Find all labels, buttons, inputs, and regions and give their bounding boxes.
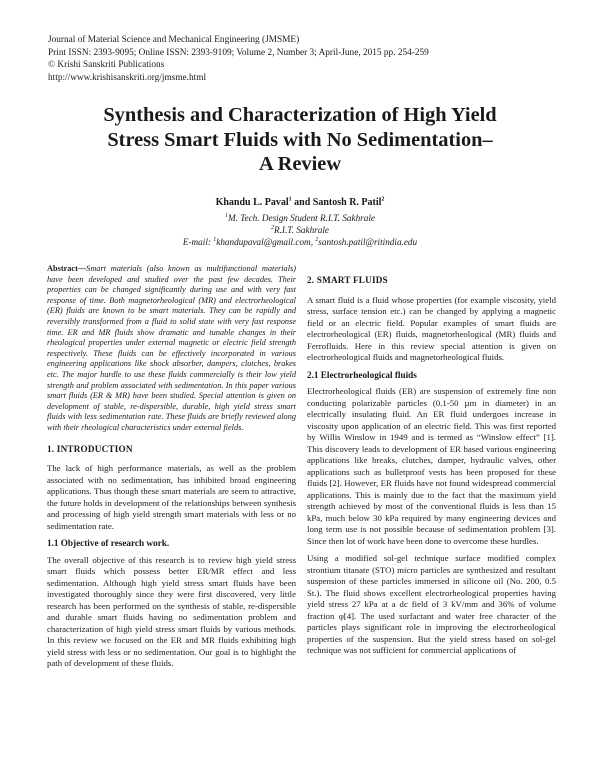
author-1-sup: 1 <box>288 196 292 203</box>
email-2[interactable]: santosh.patil@ritindia.edu <box>318 237 418 247</box>
affiliation-2-text: R.I.T. Sakhrale <box>274 225 329 235</box>
author-2-sup: 2 <box>381 196 385 203</box>
affiliation-1-sup: 1 <box>225 212 228 219</box>
title-line-3: A Review <box>258 153 342 175</box>
abstract <box>47 264 296 434</box>
email-2-sup: 2 <box>315 236 319 243</box>
affiliation-1-text: M. Tech. Design Student R.I.T. Sakhrale <box>228 213 375 223</box>
affiliation-2-sup: 2 <box>271 224 275 231</box>
introduction-paragraph: The lack of high performance materials, as well as the problem associated with no sedimentation, has inhibited broad engineering applications. Thus though these smart materials are seem to attractive, the future holds in development of the relationships between synthesis and processing of high yield strength smart materials with less or no sedimentation rate. <box>47 463 296 531</box>
email-1-sup: 1 <box>213 236 217 243</box>
abstract-text: Smart materials (also known as multifunctional materials) have been developed and studied over the past few decades. Their properties can be changed significantly during use and with very fast response of time. Both magnetorheological (MR) and electrorheological (ER) fluids are known to be smart materials. They can be rapidly and reversibly transformed from a fluid to solid state with very fast response time. ER and MR fluids show dramatic and tunable changes in their rheological properties under external magnetic or electric field strength respectively. These fluids can be effectively incorporated in various engineering applications like shock absorber, dampers, clutches, brakes etc. The major hurdle to use these fluids commercially is their low yield strength and problem associated with sedimentation. In this paper various smart fluids (ER & MR) have been studied. Special attention is given on development of stable, re-dispersible, durable, high yield stress smart fluids with less sedimentation rate. These fluids are briefly reviewed along with their rheological characteristics under external fields. <box>47 264 296 432</box>
journal-url[interactable]: http://www.krishisanskriti.org/jmsme.html <box>48 72 207 83</box>
er-fluids-paragraph-2: Using a modified sol-gel technique surface modified complex strontium titanate (STO) micro particles are synthesized and resultant suspension of these particles immersed in silicone oil (No. 200, 0.5 St.). The fluid shows excellent electrorheological properties having yield stress 27 kPa at a dc field of 3 kV/mm and 36% of volume fraction φ[4]. The used surfactant and water free character of the particles plays significant role in improving the electrorheological properties of the suspension. But the yield stress based on sol-gel technique was not sufficient for commercial applications of <box>307 553 556 655</box>
smart-fluids-paragraph: A smart fluid is a fluid whose properties (for example viscosity, yield stress, surface tension etc.) can be changed by applying a magnetic field or an electric field. Popular examples of smart fluids are electrorheological (ER) fluids, magnetorheological (MR) fluids and Ferrofluids. Here in this review special attention is given on electrorheological fluids and magnetorheological fluids. <box>307 294 556 362</box>
email-1[interactable]: khandupaval@gmail.com, <box>216 237 316 247</box>
abstract-lead: Abstract— <box>47 264 87 273</box>
author-2: Santosh R. Patil <box>312 197 382 208</box>
journal-name: Journal of Material Science and Mechanical Engineering (JMSME) <box>48 35 300 45</box>
title-line-2: Stress Smart Fluids with No Sedimentation– <box>107 128 493 151</box>
journal-header <box>48 34 558 84</box>
author-1: Khandu L. Paval <box>215 197 289 208</box>
title-line-1: Synthesis and Characterization of High Yield <box>103 104 497 126</box>
journal-publisher: © Krishi Sanskriti Publications <box>48 60 165 71</box>
section-heading-introduction: 1. INTRODUCTION <box>47 443 133 454</box>
subsection-heading-objective: 1.1 Objective of research work. <box>47 538 170 548</box>
section-heading-smart-fluids: 2. SMART FLUIDS <box>307 275 388 285</box>
subsection-heading-er-fluids: 2.1 Electrorheological fluids <box>307 369 417 380</box>
journal-issn: Print ISSN: 2393-9095; Online ISSN: 2393-9109; Volume 2, Number 3; April-June, 2015 pp. 254-259 <box>48 47 429 58</box>
left-column <box>47 264 296 676</box>
email-line <box>40 237 560 247</box>
email-prefix: E-mail: <box>182 237 214 247</box>
author-and: and <box>291 197 313 208</box>
affiliation-1 <box>40 213 560 223</box>
paper-title <box>40 103 560 177</box>
er-fluids-paragraph-1: Electrorheological fluids (ER) are suspension of extremely fine non conducting polarizable particles (0.1-50 µm in diameter) in an electrically insulating fluid. An ER fluid undergoes increase in viscosity upon application of an electric field. This was first reported by Willis Winslow in 1949 and is termed as “Winslow effect” [1]. This discovery leads to development of ER based various engineering applications like breaks, clutches, damper, hydraulic valves, other applications such as bulletproof vests has been proposed for these fluids [2]. However, ER fluids have not found widespread commercial applications. This is mainly due to the fact that the maximum yield strength achieved by most of the conventional fluids is less than 15 kPa, much below 30 kPa required by many engineering devices and long term use is not possible because of sedimentation problem [3]. Since then lot of work have been done to overcome these hurdles. <box>307 386 556 546</box>
right-column <box>307 264 556 663</box>
objective-paragraph: The overall objective of this research is to review high yield stress smart fluids which possess better ER/MR effect and less sedimentation. Although high yield stress smart fluids have been investigated thoroughly since they were first discovered, very little research has been performed on the synthesis of stable, re-dispersible and durable smart fluids having no sedimentation problem and characterization of high yield stress smart fluids by various methods. In this review we focused on the ER and MR fluids exhibiting high yield stress with less or no sedimentation. Our goal is to highlight the path of development of these fluids. <box>47 554 296 668</box>
affiliation-2 <box>40 225 560 235</box>
author-line <box>40 197 560 208</box>
